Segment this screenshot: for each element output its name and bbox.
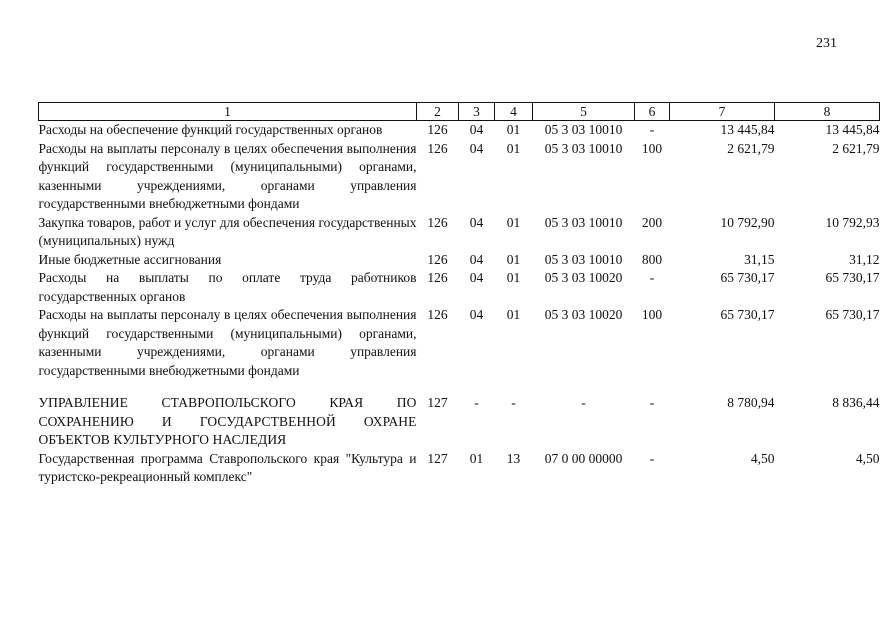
row-amount-8: 2 621,79 xyxy=(832,140,880,156)
table-row xyxy=(39,140,880,214)
row-target-article: 05 3 03 10020 xyxy=(544,270,623,285)
row-amount-7: 2 621,79 xyxy=(727,140,775,156)
row-ministry-code: 127 xyxy=(427,395,448,410)
row-amount-7: 65 730,17 xyxy=(720,307,775,322)
row-subsection: 01 xyxy=(506,140,521,156)
row-target-article: 05 3 03 10010 xyxy=(544,122,623,137)
row-amount-7: 65 730,17 xyxy=(720,270,775,285)
row-amount-8: 13 445,84 xyxy=(825,122,880,137)
table-row xyxy=(39,306,880,380)
row-section: 04 xyxy=(469,122,484,137)
header-col-1: 1 xyxy=(39,103,417,121)
table-row xyxy=(39,450,880,487)
page-number: 231 xyxy=(816,36,837,51)
row-expense-type: 100 xyxy=(641,307,663,322)
row-name: Расходы на выплаты персоналу в целях обеспечения выполнения функций государственными (муниципальными) органами, казенными учреждениями, органами управления государственными внебюджетными фондами xyxy=(38,140,417,211)
row-amount-7: 13 445,84 xyxy=(720,122,775,137)
row-section: 04 xyxy=(469,214,484,230)
row-expense-type: 100 xyxy=(641,140,663,156)
row-target-article: 05 3 03 10020 xyxy=(544,307,623,322)
row-subsection: 01 xyxy=(506,307,521,322)
row-subsection: 01 xyxy=(506,122,521,137)
row-section: 04 xyxy=(469,270,484,285)
row-ministry-code: 126 xyxy=(427,214,448,230)
row-amount-8: 65 730,17 xyxy=(825,307,880,322)
row-name: Закупка товаров, работ и услуг для обеспечения государственных (муниципальных) нужд xyxy=(38,214,417,248)
row-name: УПРАВЛЕНИЕ СТАВРОПОЛЬСКОГО КРАЯ ПО СОХРАНЕНИЮ И ГОСУДАРСТВЕННОЙ ОХРАНЕ ОБЪЕКТОВ КУЛЬТУРНОГО НАСЛЕДИЯ xyxy=(38,395,417,447)
row-section: 01 xyxy=(469,450,484,466)
row-ministry-code: 126 xyxy=(427,140,448,156)
table-row xyxy=(39,380,880,450)
row-name: Расходы на выплаты по оплате труда работников государственных органов xyxy=(38,270,417,304)
row-ministry-code: 126 xyxy=(427,307,448,322)
row-subsection: 13 xyxy=(506,450,521,466)
row-target-article: 05 3 03 10010 xyxy=(544,251,623,267)
row-amount-7: 4,50 xyxy=(750,450,775,466)
row-section: 04 xyxy=(469,140,484,156)
row-expense-type: - xyxy=(649,450,655,466)
row-ministry-code: 126 xyxy=(427,270,448,285)
row-expense-type: 200 xyxy=(641,214,663,230)
table-row xyxy=(39,251,880,270)
header-row xyxy=(39,103,880,121)
row-section: - xyxy=(474,395,479,410)
row-expense-type: - xyxy=(649,395,655,410)
row-name: Государственная программа Ставропольского края "Культура и туристско-рекреационный комплекс" xyxy=(38,450,417,484)
row-name: Иные бюджетные ассигнования xyxy=(38,251,222,267)
row-section: 04 xyxy=(469,251,484,267)
row-amount-8: 4,50 xyxy=(855,450,880,466)
row-amount-8: 8 836,44 xyxy=(832,395,880,410)
row-expense-type: - xyxy=(649,270,655,285)
row-target-article: 05 3 03 10010 xyxy=(544,140,623,156)
header-col-4: 4 xyxy=(495,103,533,121)
row-ministry-code: 127 xyxy=(427,450,448,466)
row-subsection: 01 xyxy=(506,270,521,285)
row-subsection: 01 xyxy=(506,214,521,230)
row-target-article: 05 3 03 10010 xyxy=(544,214,623,230)
header-col-6: 6 xyxy=(635,103,670,121)
row-ministry-code: 126 xyxy=(427,251,448,267)
table-row xyxy=(39,269,880,306)
row-amount-8: 65 730,17 xyxy=(825,270,880,285)
budget-table xyxy=(38,102,880,487)
row-ministry-code: 126 xyxy=(427,122,448,137)
row-amount-8: 10 792,93 xyxy=(825,214,880,230)
header-col-7: 7 xyxy=(670,103,775,121)
row-subsection: 01 xyxy=(506,251,521,267)
row-section: 04 xyxy=(469,307,484,322)
row-name: Расходы на выплаты персоналу в целях обеспечения выполнения функций государственными (муниципальными) органами, казенными учреждениями, органами управления государственными внебюджетными фондами xyxy=(38,307,417,378)
header-col-2: 2 xyxy=(417,103,459,121)
row-target-article: 07 0 00 00000 xyxy=(544,450,623,466)
row-amount-7: 10 792,90 xyxy=(720,214,775,230)
table-row xyxy=(39,121,880,140)
header-col-5: 5 xyxy=(533,103,635,121)
row-name: Расходы на обеспечение функций государственных органов xyxy=(38,122,383,137)
row-expense-type: 800 xyxy=(641,251,663,267)
header-col-8: 8 xyxy=(775,103,880,121)
row-subsection: - xyxy=(511,395,516,410)
row-amount-7: 31,15 xyxy=(744,251,775,267)
table-row xyxy=(39,214,880,251)
header-col-3: 3 xyxy=(459,103,495,121)
row-amount-8: 31,12 xyxy=(849,251,880,267)
row-amount-7: 8 780,94 xyxy=(727,395,775,410)
row-target-article: - xyxy=(581,395,586,410)
row-expense-type: - xyxy=(649,122,655,137)
